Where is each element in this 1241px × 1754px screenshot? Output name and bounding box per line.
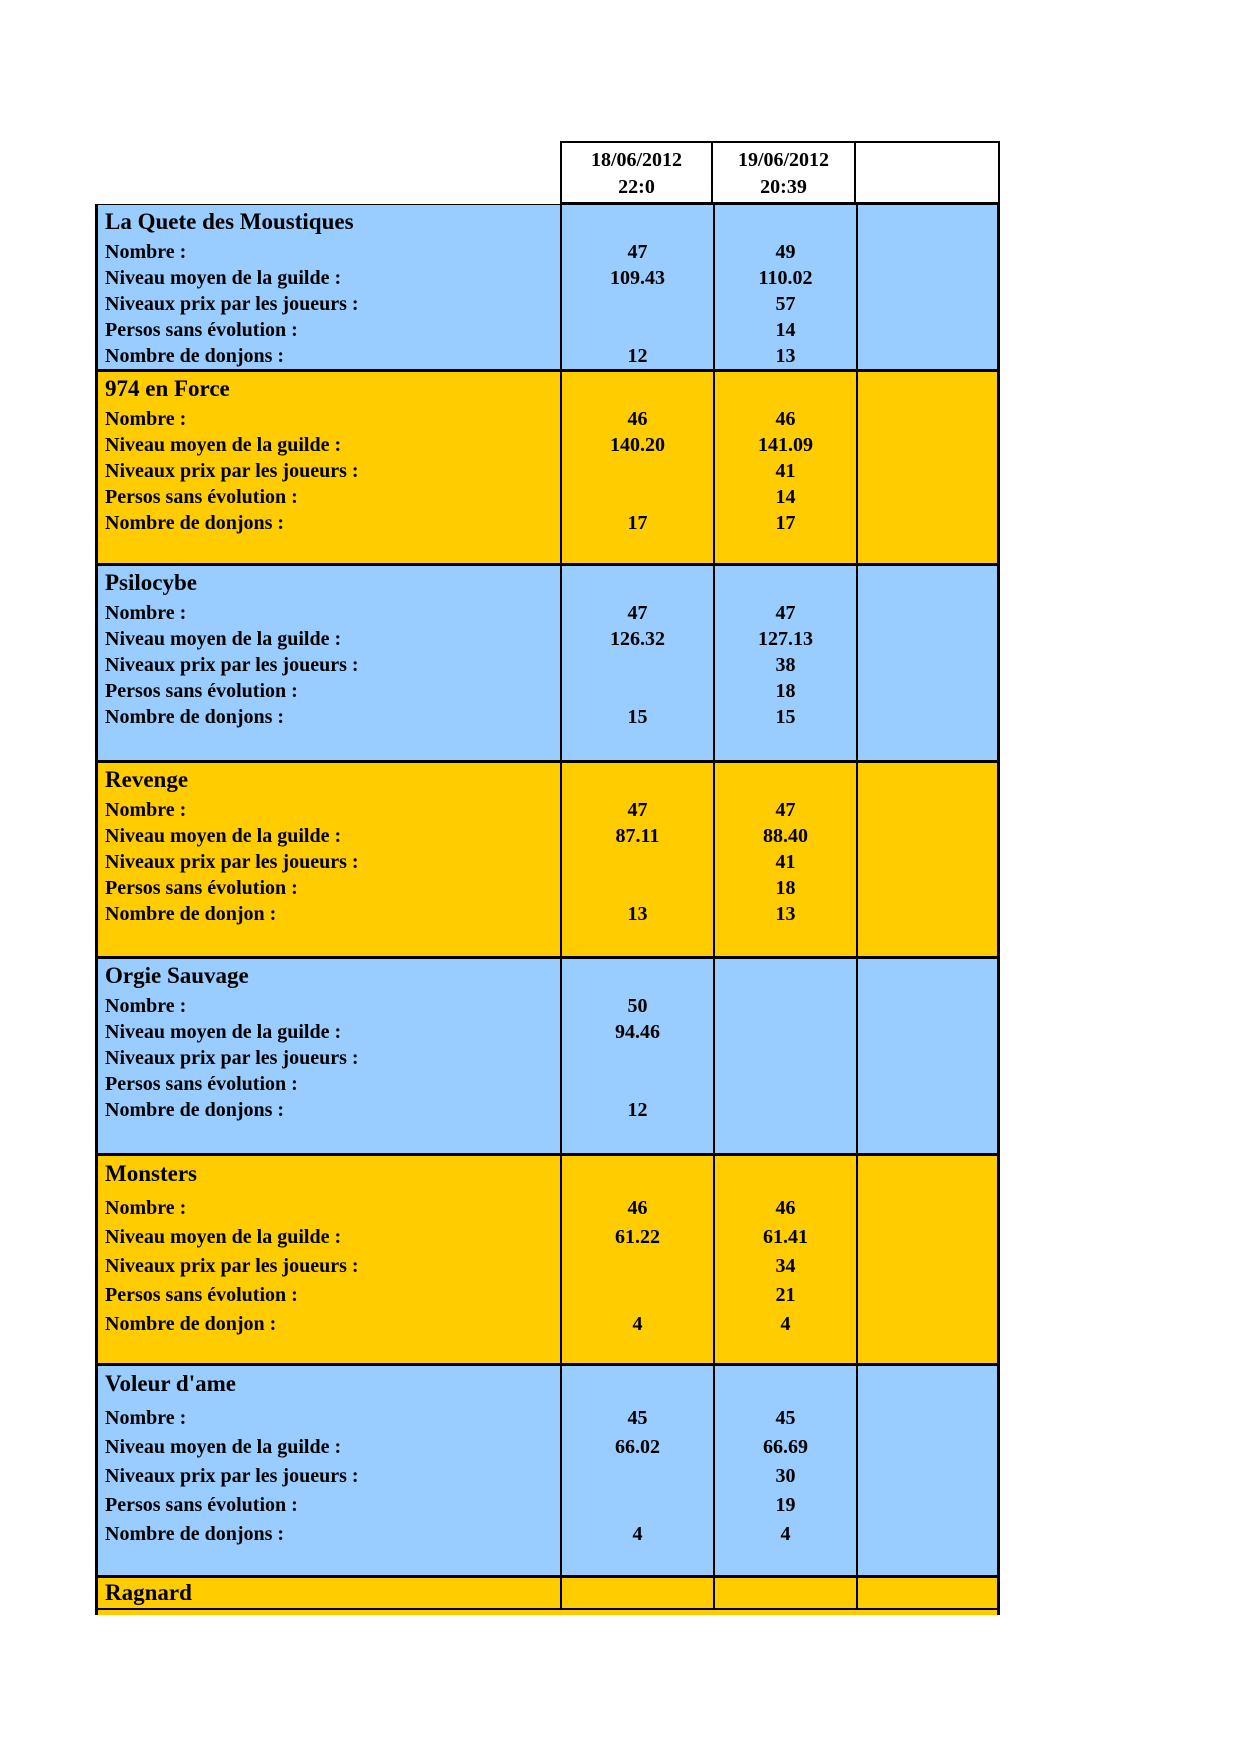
guild-section-title-row bbox=[98, 372, 997, 406]
guild-section bbox=[98, 959, 997, 1156]
stat-value-extra bbox=[856, 1433, 997, 1462]
stat-value-extra bbox=[856, 291, 997, 317]
stat-value-date1: 94.46 bbox=[560, 1019, 713, 1045]
stat-row bbox=[98, 291, 997, 317]
stat-row bbox=[98, 265, 997, 291]
stat-value-extra bbox=[856, 1404, 997, 1433]
stat-label: Niveaux prix par les joueurs : bbox=[105, 1255, 359, 1277]
table-body bbox=[95, 204, 1000, 1610]
guild-section bbox=[98, 566, 997, 763]
header-date1-date: 18/06/2012 bbox=[590, 149, 683, 171]
header-date2-date: 19/06/2012 bbox=[737, 149, 830, 171]
stat-value-date1: 13 bbox=[560, 901, 713, 927]
stat-row bbox=[98, 1491, 997, 1520]
stat-value-extra bbox=[856, 1019, 997, 1045]
guild-section-title-row bbox=[98, 763, 997, 797]
stat-value-date2: 88.40 bbox=[713, 823, 856, 849]
stat-value-extra bbox=[856, 797, 997, 823]
title-col3-cell bbox=[856, 1156, 997, 1194]
guild-name: La Quete des Moustiques bbox=[105, 209, 354, 234]
title-col2-cell bbox=[713, 1156, 856, 1194]
stat-row bbox=[98, 239, 997, 265]
title-col2-cell bbox=[713, 763, 856, 797]
stat-value-date1: 46 bbox=[560, 406, 713, 432]
title-col3-cell bbox=[856, 763, 997, 797]
stat-value-date1 bbox=[560, 875, 713, 901]
stat-value-date2: 46 bbox=[713, 406, 856, 432]
title-col2-cell bbox=[713, 1578, 856, 1608]
stat-row bbox=[98, 1045, 997, 1071]
guild-section bbox=[98, 1366, 997, 1578]
stat-value-date1: 15 bbox=[560, 704, 713, 730]
stat-value-date2: 13 bbox=[713, 343, 856, 369]
stat-value-date2: 13 bbox=[713, 901, 856, 927]
guild-name: 974 en Force bbox=[105, 376, 230, 401]
stat-value-date1 bbox=[560, 1071, 713, 1097]
stat-row bbox=[98, 1252, 997, 1281]
header-extra-cell bbox=[856, 141, 1000, 204]
stat-value-date2 bbox=[713, 993, 856, 1019]
stat-value-extra bbox=[856, 849, 997, 875]
title-col1-cell bbox=[560, 566, 713, 600]
blank-cell bbox=[713, 536, 856, 563]
stat-value-extra bbox=[856, 823, 997, 849]
stat-label: Niveaux prix par les joueurs : bbox=[105, 460, 359, 482]
stat-row bbox=[98, 875, 997, 901]
title-col1-cell bbox=[560, 1578, 713, 1608]
title-col3-cell bbox=[856, 566, 997, 600]
stat-value-date2: 47 bbox=[713, 600, 856, 626]
guild-section-title-row bbox=[98, 959, 997, 993]
stat-value-date2: 38 bbox=[713, 652, 856, 678]
stat-value-date2: 14 bbox=[713, 484, 856, 510]
blank-cell bbox=[98, 927, 560, 956]
blank-cell bbox=[713, 1123, 856, 1153]
stat-label: Niveau moyen de la guilde : bbox=[105, 434, 342, 456]
stat-label: Persos sans évolution : bbox=[105, 877, 298, 899]
title-col1-cell bbox=[560, 1366, 713, 1404]
stat-label: Nombre : bbox=[105, 799, 187, 821]
stat-value-date1: 4 bbox=[560, 1310, 713, 1339]
stat-value-extra bbox=[856, 1252, 997, 1281]
stat-value-extra bbox=[856, 1462, 997, 1491]
stat-value-date1 bbox=[560, 317, 713, 343]
stat-row bbox=[98, 1310, 997, 1339]
stat-value-date2: 41 bbox=[713, 458, 856, 484]
guild-name: Orgie Sauvage bbox=[105, 963, 249, 988]
stat-value-extra bbox=[856, 600, 997, 626]
title-col2-cell bbox=[713, 372, 856, 406]
stat-row bbox=[98, 1071, 997, 1097]
stat-value-extra bbox=[856, 239, 997, 265]
stat-value-date2: 34 bbox=[713, 1252, 856, 1281]
title-col1-cell bbox=[560, 372, 713, 406]
blank-cell bbox=[560, 1339, 713, 1363]
stat-label: Nombre de donjons : bbox=[105, 706, 285, 728]
stat-label: Nombre de donjon : bbox=[105, 1313, 277, 1335]
stat-value-date1 bbox=[560, 1252, 713, 1281]
blank-cell bbox=[560, 1549, 713, 1575]
stat-row bbox=[98, 626, 997, 652]
stat-row bbox=[98, 484, 997, 510]
stat-value-date1: 66.02 bbox=[560, 1433, 713, 1462]
stat-value-date1: 17 bbox=[560, 510, 713, 536]
title-col3-cell bbox=[856, 1578, 997, 1608]
header-date2-time: 20:39 bbox=[760, 176, 807, 198]
stat-label: Niveaux prix par les joueurs : bbox=[105, 1047, 359, 1069]
stat-label: Persos sans évolution : bbox=[105, 680, 298, 702]
stat-value-extra bbox=[856, 406, 997, 432]
stat-row bbox=[98, 797, 997, 823]
stat-row bbox=[98, 1404, 997, 1433]
stat-label: Nombre de donjons : bbox=[105, 345, 285, 367]
blank-filler-row bbox=[98, 536, 997, 563]
title-col1-cell bbox=[560, 959, 713, 993]
stat-row bbox=[98, 1281, 997, 1310]
guild-name: Voleur d'ame bbox=[105, 1371, 236, 1396]
blank-cell bbox=[98, 730, 560, 760]
stat-row bbox=[98, 1223, 997, 1252]
guild-section-title-row bbox=[98, 1156, 997, 1194]
stat-value-date2: 30 bbox=[713, 1462, 856, 1491]
stat-value-date2: 49 bbox=[713, 239, 856, 265]
stat-label: Niveau moyen de la guilde : bbox=[105, 628, 342, 650]
stat-row bbox=[98, 406, 997, 432]
header-date2-cell bbox=[713, 141, 856, 204]
stat-row bbox=[98, 1019, 997, 1045]
blank-cell bbox=[713, 1339, 856, 1363]
title-col3-cell bbox=[856, 1366, 997, 1404]
blank-cell bbox=[856, 1549, 997, 1575]
stat-label: Niveau moyen de la guilde : bbox=[105, 1226, 342, 1248]
stat-value-date2: 61.41 bbox=[713, 1223, 856, 1252]
guild-section bbox=[98, 205, 997, 372]
title-col3-cell bbox=[856, 205, 997, 239]
stat-value-extra bbox=[856, 1491, 997, 1520]
stat-label: Persos sans évolution : bbox=[105, 1494, 298, 1516]
stat-value-date1: 109.43 bbox=[560, 265, 713, 291]
blank-cell bbox=[98, 1339, 560, 1363]
stat-value-date1: 47 bbox=[560, 600, 713, 626]
stat-label: Niveaux prix par les joueurs : bbox=[105, 1465, 359, 1487]
guild-name: Psilocybe bbox=[105, 570, 197, 595]
guild-name: Monsters bbox=[105, 1161, 197, 1186]
stat-value-date1 bbox=[560, 1045, 713, 1071]
stat-row bbox=[98, 458, 997, 484]
stat-value-date1: 4 bbox=[560, 1520, 713, 1549]
stat-row bbox=[98, 993, 997, 1019]
guild-section bbox=[98, 1578, 997, 1610]
stat-label: Nombre de donjons : bbox=[105, 512, 285, 534]
stat-value-extra bbox=[856, 626, 997, 652]
title-col2-cell bbox=[713, 205, 856, 239]
stat-value-extra bbox=[856, 1281, 997, 1310]
stat-value-date2: 45 bbox=[713, 1404, 856, 1433]
stat-label: Niveau moyen de la guilde : bbox=[105, 267, 342, 289]
stat-value-date2 bbox=[713, 1071, 856, 1097]
stat-label: Niveaux prix par les joueurs : bbox=[105, 293, 359, 315]
blank-cell bbox=[713, 1549, 856, 1575]
stat-value-extra bbox=[856, 317, 997, 343]
stat-value-extra bbox=[856, 901, 997, 927]
stat-value-date1 bbox=[560, 652, 713, 678]
table-header-row bbox=[95, 141, 1000, 204]
blank-cell bbox=[856, 1123, 997, 1153]
guild-section bbox=[98, 372, 997, 566]
stat-value-extra bbox=[856, 1520, 997, 1549]
stat-row bbox=[98, 1097, 997, 1123]
stat-label: Nombre : bbox=[105, 1407, 187, 1429]
blank-cell bbox=[856, 1339, 997, 1363]
title-col2-cell bbox=[713, 1366, 856, 1404]
guild-section bbox=[98, 763, 997, 959]
stat-label: Persos sans évolution : bbox=[105, 319, 298, 341]
stat-value-date1: 12 bbox=[560, 343, 713, 369]
stat-label: Nombre : bbox=[105, 1197, 187, 1219]
stat-label: Nombre : bbox=[105, 602, 187, 624]
stat-value-extra bbox=[856, 993, 997, 1019]
stat-value-date2: 19 bbox=[713, 1491, 856, 1520]
stat-row bbox=[98, 1433, 997, 1462]
cutoff-row-sliver bbox=[95, 1610, 1000, 1615]
header-date1-time: 22:0 bbox=[618, 176, 655, 198]
stat-value-date2: 110.02 bbox=[713, 265, 856, 291]
stat-value-date1 bbox=[560, 1462, 713, 1491]
stat-label: Niveau moyen de la guilde : bbox=[105, 1021, 342, 1043]
guild-section bbox=[98, 1156, 997, 1366]
stat-value-date2: 47 bbox=[713, 797, 856, 823]
stat-label: Persos sans évolution : bbox=[105, 486, 298, 508]
stat-value-date2: 46 bbox=[713, 1194, 856, 1223]
stat-label: Niveaux prix par les joueurs : bbox=[105, 851, 359, 873]
stat-row bbox=[98, 1194, 997, 1223]
stat-value-extra bbox=[856, 1223, 997, 1252]
stat-value-date1: 140.20 bbox=[560, 432, 713, 458]
stat-value-date1: 47 bbox=[560, 797, 713, 823]
stat-row bbox=[98, 432, 997, 458]
title-col1-cell bbox=[560, 1156, 713, 1194]
stat-value-extra bbox=[856, 458, 997, 484]
stat-label: Persos sans évolution : bbox=[105, 1284, 298, 1306]
stat-value-date1: 126.32 bbox=[560, 626, 713, 652]
stat-label: Nombre : bbox=[105, 995, 187, 1017]
stat-value-date2 bbox=[713, 1045, 856, 1071]
stat-value-date2 bbox=[713, 1097, 856, 1123]
blank-filler-row bbox=[98, 730, 997, 760]
guild-section-title-row bbox=[98, 205, 997, 239]
stat-value-date1: 12 bbox=[560, 1097, 713, 1123]
stat-value-date2: 41 bbox=[713, 849, 856, 875]
stat-value-date1 bbox=[560, 678, 713, 704]
stat-value-date1: 47 bbox=[560, 239, 713, 265]
stat-row bbox=[98, 510, 997, 536]
stat-row bbox=[98, 317, 997, 343]
stat-label: Nombre de donjon : bbox=[105, 903, 277, 925]
header-spacer-cell bbox=[95, 141, 560, 204]
stat-row bbox=[98, 600, 997, 626]
blank-filler-row bbox=[98, 1339, 997, 1363]
stat-value-extra bbox=[856, 875, 997, 901]
stat-value-extra bbox=[856, 1071, 997, 1097]
stat-label: Niveau moyen de la guilde : bbox=[105, 825, 342, 847]
blank-cell bbox=[98, 536, 560, 563]
stat-value-date2: 14 bbox=[713, 317, 856, 343]
stat-value-extra bbox=[856, 1045, 997, 1071]
stat-label: Niveau moyen de la guilde : bbox=[105, 1436, 342, 1458]
stat-value-date2: 18 bbox=[713, 678, 856, 704]
stat-value-date1 bbox=[560, 1491, 713, 1520]
stat-row bbox=[98, 901, 997, 927]
blank-cell bbox=[856, 730, 997, 760]
guild-stats-table bbox=[95, 141, 1000, 1615]
stat-label: Niveaux prix par les joueurs : bbox=[105, 654, 359, 676]
stat-value-extra bbox=[856, 432, 997, 458]
stat-value-date1: 46 bbox=[560, 1194, 713, 1223]
blank-cell bbox=[560, 730, 713, 760]
stat-label: Nombre de donjons : bbox=[105, 1099, 285, 1121]
blank-cell bbox=[560, 927, 713, 956]
title-col2-cell bbox=[713, 959, 856, 993]
title-col3-cell bbox=[856, 959, 997, 993]
stat-row bbox=[98, 823, 997, 849]
blank-cell bbox=[560, 1123, 713, 1153]
blank-cell bbox=[560, 536, 713, 563]
stat-value-date2: 4 bbox=[713, 1520, 856, 1549]
stat-row bbox=[98, 652, 997, 678]
blank-cell bbox=[713, 927, 856, 956]
stat-value-date2 bbox=[713, 1019, 856, 1045]
stat-value-extra bbox=[856, 1310, 997, 1339]
stat-value-date1 bbox=[560, 849, 713, 875]
stat-row bbox=[98, 1462, 997, 1491]
stat-label: Nombre de donjons : bbox=[105, 1523, 285, 1545]
blank-cell bbox=[98, 1549, 560, 1575]
title-col1-cell bbox=[560, 205, 713, 239]
blank-filler-row bbox=[98, 927, 997, 956]
stat-value-date2: 66.69 bbox=[713, 1433, 856, 1462]
guild-name: Revenge bbox=[105, 767, 189, 792]
stat-value-date1: 87.11 bbox=[560, 823, 713, 849]
blank-cell bbox=[713, 730, 856, 760]
stat-value-date1 bbox=[560, 484, 713, 510]
blank-cell bbox=[856, 536, 997, 563]
stat-value-extra bbox=[856, 343, 997, 369]
stat-label: Nombre : bbox=[105, 241, 187, 263]
stat-value-date1 bbox=[560, 291, 713, 317]
stat-row bbox=[98, 704, 997, 730]
stat-value-extra bbox=[856, 1194, 997, 1223]
guild-section-title-row bbox=[98, 1366, 997, 1404]
stat-value-date1 bbox=[560, 1281, 713, 1310]
stat-value-extra bbox=[856, 265, 997, 291]
stat-value-date2: 141.09 bbox=[713, 432, 856, 458]
stat-row bbox=[98, 849, 997, 875]
stat-value-extra bbox=[856, 678, 997, 704]
stat-value-date1: 50 bbox=[560, 993, 713, 1019]
stat-value-extra bbox=[856, 510, 997, 536]
stat-row bbox=[98, 343, 997, 369]
title-col1-cell bbox=[560, 763, 713, 797]
stat-value-date2: 21 bbox=[713, 1281, 856, 1310]
blank-filler-row bbox=[98, 1549, 997, 1575]
stat-value-date2: 127.13 bbox=[713, 626, 856, 652]
stat-value-date1 bbox=[560, 458, 713, 484]
stat-label: Nombre : bbox=[105, 408, 187, 430]
stat-value-date2: 57 bbox=[713, 291, 856, 317]
stat-row bbox=[98, 1520, 997, 1549]
guild-section-title-row bbox=[98, 1578, 997, 1608]
guild-section-title-row bbox=[98, 566, 997, 600]
blank-cell bbox=[856, 927, 997, 956]
blank-filler-row bbox=[98, 1123, 997, 1153]
stat-row bbox=[98, 678, 997, 704]
stat-value-extra bbox=[856, 1097, 997, 1123]
stat-value-extra bbox=[856, 484, 997, 510]
stat-value-date2: 17 bbox=[713, 510, 856, 536]
stat-value-date2: 15 bbox=[713, 704, 856, 730]
stat-value-extra bbox=[856, 652, 997, 678]
header-date1-cell bbox=[560, 141, 713, 204]
stat-label: Persos sans évolution : bbox=[105, 1073, 298, 1095]
blank-cell bbox=[98, 1123, 560, 1153]
stat-value-date1: 45 bbox=[560, 1404, 713, 1433]
stat-value-date2: 4 bbox=[713, 1310, 856, 1339]
stat-value-date1: 61.22 bbox=[560, 1223, 713, 1252]
title-col2-cell bbox=[713, 566, 856, 600]
stat-value-date2: 18 bbox=[713, 875, 856, 901]
title-col3-cell bbox=[856, 372, 997, 406]
stat-value-extra bbox=[856, 704, 997, 730]
guild-name: Ragnard bbox=[105, 1580, 192, 1605]
